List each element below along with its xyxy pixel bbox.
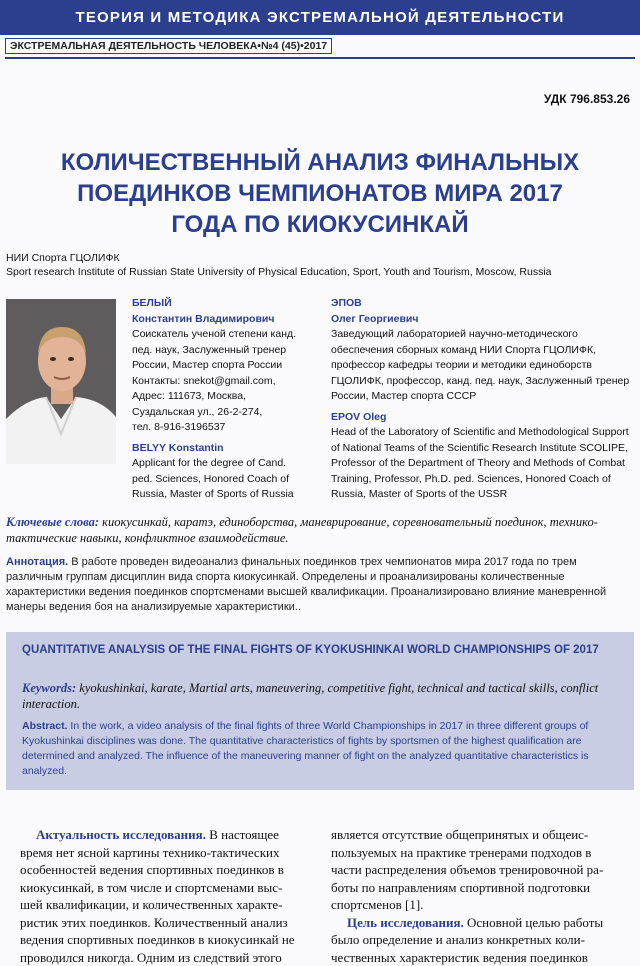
keywords-en [22, 680, 622, 712]
affiliation [6, 251, 552, 279]
abstract-en-text: In the work, a video analysis of the final fights of three World Championships in 2017 in three different groups of Kyokushinkai disciplines was done. The quantitative characteristics of fights by sportsmen of the highest qualification are determined and analyzed. The influence of the maneuvering manner of fight on the analyzed quantitative characteristics is analyzed. [22, 720, 589, 777]
keywords-en-text: kyokushinkai, karate, Martial arts, maneuvering, competitive fight, technical and tactical skills, conflict interaction. [22, 681, 598, 711]
abstract-ru-label: Аннотация. [6, 556, 68, 568]
author-two-detail: Заведующий лабораторией научно-методического [331, 327, 636, 343]
author-two [331, 296, 636, 503]
author-one-detail: Адрес: 111673, Москва, [132, 389, 322, 405]
body-column-left [20, 826, 310, 966]
body-line: ведения спортивных поединков в киокусинкай не [20, 931, 310, 949]
body-column-right [331, 826, 631, 966]
keywords-en-label: Keywords: [22, 681, 76, 695]
body-line: шей квалификации, и количественных характе- [20, 896, 310, 914]
author-two-detail: профессор кафедры теории и методики единоборств [331, 358, 636, 374]
keywords-ru-text: киокусинкай, каратэ, единоборства, маневрирование, соревновательный поединок, технико-тактические навыки, конфликтное взаимодействие. [6, 515, 598, 545]
author-two-name: Олег Георгиевич [331, 312, 636, 328]
header-divider [5, 57, 635, 59]
author-two-detail: обеспечения сборных команд НИИ Спорта ГЦОЛИФК, [331, 343, 636, 359]
author-one-detail: пед. наук, Заслуженный тренер [132, 343, 322, 359]
abstract-en [22, 719, 622, 779]
author-one-name: Константин Владимирович [132, 312, 322, 328]
author-two-detail-en: Head of the Laboratory of Scientific and Methodological Support [331, 425, 636, 441]
abstract-en-label: Abstract. [22, 720, 68, 732]
author-two-detail: ГЦОЛИФК, профессор, канд. пед. наук, Заслуженный тренер [331, 374, 636, 390]
body-line: время нет ясной картины технико-тактических [20, 844, 310, 862]
section-banner: ТЕОРИЯ И МЕТОДИКА ЭКСТРЕМАЛЬНОЙ ДЕЯТЕЛЬНОСТИ [0, 0, 640, 35]
author-two-detail-en: of National Teams of the Scientific Research Institute SCOLIPE, [331, 441, 636, 457]
goal-heading: Цель исследования. [347, 915, 464, 930]
title-line: ГОДА ПО КИОКУСИНКАЙ [20, 209, 620, 240]
article-title [20, 147, 620, 240]
relevance-heading: Актуальность исследования. [36, 827, 206, 842]
keywords-ru [6, 514, 634, 546]
author-one-detail: Соискатель ученой степени канд. [132, 327, 322, 343]
body-line: особенностей ведения спортивных поединков в [20, 861, 310, 879]
author-one-detail: Контакты: snekot@gmail.com, [132, 374, 322, 390]
author-two-detail-en: Training, Professor, Ph.D. ped. Sciences, Honored Coach of [331, 472, 636, 488]
udk-code: УДК 796.853.26 [544, 92, 630, 106]
author-one-surname: БЕЛЫЙ [132, 296, 322, 312]
affiliation-ru: НИИ Спорта ГЦОЛИФК [6, 251, 552, 265]
author-photo [6, 299, 116, 464]
author-one-detail: России, Мастер спорта России [132, 358, 322, 374]
body-line: части распределения объемов тренировочной ра- [331, 861, 631, 879]
keywords-ru-label: Ключевые слова: [6, 515, 99, 529]
abstract-ru [6, 555, 634, 615]
body-line: боты по направлениям спортивной подготовки [331, 879, 631, 897]
journal-issue: ЭКСТРЕМАЛЬНАЯ ДЕЯТЕЛЬНОСТЬ ЧЕЛОВЕКА•№4 (45)•2017 [5, 38, 332, 54]
author-one-detail-en: Applicant for the degree of Cand. [132, 456, 322, 472]
body-line: киокусинкай, в том числе и спортсменами выс- [20, 879, 310, 897]
author-two-detail-en: Professor of the Department of Theory and Methods of Combat [331, 456, 636, 472]
body-line: проводился никогда. Одним из следствий этого [20, 949, 310, 966]
title-line: ПОЕДИНКОВ ЧЕМПИОНАТОВ МИРА 2017 [20, 178, 620, 209]
body-text: В настоящее [206, 827, 279, 842]
author-one [132, 296, 322, 503]
body-line: ристик этих поединков. Количественный анализ [20, 914, 310, 932]
author-two-name-en: EPOV Oleg [331, 410, 636, 426]
title-line: КОЛИЧЕСТВЕННЫЙ АНАЛИЗ ФИНАЛЬНЫХ [20, 147, 620, 178]
author-two-surname: ЭПОВ [331, 296, 636, 312]
body-text: Основной целью работы [464, 915, 603, 930]
abstract-ru-text: В работе проведен видеоанализ финальных поединков трех чемпионатов мира 2017 года по трем различным группам дисциплин вида спорта киокусинкай. Определены и проанализированы количественные характеристики ведения поединков спортсменами высшей квалификации. Проанализировано влияние маневренной манеры ведения боя на анализируемые характеристики.. [6, 556, 606, 613]
body-line: спортсменов [1]. [331, 896, 631, 914]
english-title: QUANTITATIVE ANALYSIS OF THE FINAL FIGHTS OF KYOKUSHINKAI WORLD CHAMPIONSHIPS OF 2017 [22, 643, 620, 658]
body-line: пользуемых на практике тренерами подходов в [331, 844, 631, 862]
author-one-detail: Суздальская ул., 26-2-274, [132, 405, 322, 421]
author-two-detail: России, Мастер спорта СССР [331, 389, 636, 405]
author-one-detail-en: ped. Sciences, Honored Coach of [132, 472, 322, 488]
body-line: чественных характеристик ведения поединков [331, 949, 631, 966]
body-line: является отсутствие общепринятых и общеис- [331, 826, 631, 844]
affiliation-en: Sport research Institute of Russian State University of Physical Education, Sport, Youth and Tourism, Moscow, Russia [6, 265, 552, 279]
author-one-name-en: BELYY Konstantin [132, 441, 322, 457]
author-one-detail: тел. 8-916-3196537 [132, 420, 322, 436]
author-one-detail-en: Russia, Master of Sports of Russia [132, 487, 322, 503]
author-two-detail-en: Russia, Master of Sports of the USSR [331, 487, 636, 503]
body-line: было определение и анализ конкретных коли- [331, 931, 631, 949]
